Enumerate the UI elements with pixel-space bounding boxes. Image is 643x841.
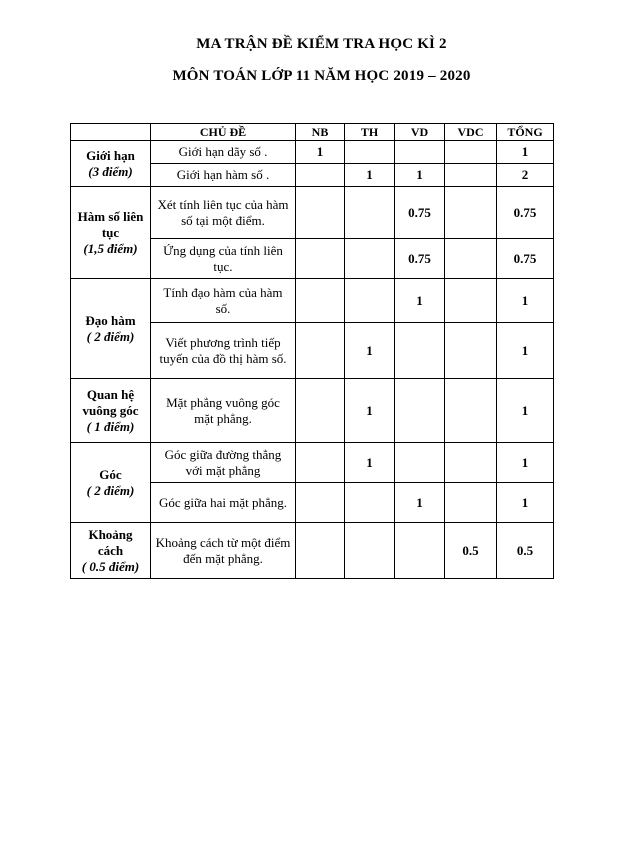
- header-vd: VD: [395, 124, 445, 141]
- vd-cell: 1: [395, 164, 445, 187]
- vd-cell: [395, 379, 445, 443]
- topic-cell: [71, 279, 151, 379]
- nb-cell: [296, 187, 345, 239]
- table-row: [71, 443, 554, 483]
- document-subtitle: MÔN TOÁN LỚP 11 NĂM HỌC 2019 – 2020: [172, 68, 471, 84]
- subject-cell: Ứng dụng của tính liên tục.: [151, 239, 296, 279]
- subject-cell: Mặt phẳng vuông góc mặt phẳng.: [151, 379, 296, 443]
- vd-cell: [395, 523, 445, 579]
- total-cell: 1: [497, 323, 554, 379]
- total-cell: 2: [497, 164, 554, 187]
- table-row: [71, 141, 554, 164]
- nb-cell: [296, 379, 345, 443]
- table-row: [71, 523, 554, 579]
- topic-cell: [71, 443, 151, 523]
- th-cell: 1: [345, 164, 395, 187]
- total-cell: 0.75: [497, 187, 554, 239]
- topic-cell: [71, 379, 151, 443]
- nb-cell: [296, 239, 345, 279]
- vdc-cell: [445, 483, 497, 523]
- document-title: MA TRẬN ĐỀ KIỂM TRA HỌC KÌ 2: [196, 36, 447, 52]
- total-cell: 1: [497, 141, 554, 164]
- topic-name: Khoảng cách: [88, 526, 133, 558]
- nb-cell: [296, 483, 345, 523]
- subject-cell: Góc giữa đường thẳng với mặt phẳng: [151, 443, 296, 483]
- th-cell: [345, 239, 395, 279]
- th-cell: 1: [345, 379, 395, 443]
- vd-cell: [395, 141, 445, 164]
- vdc-cell: [445, 279, 497, 323]
- topic-points: ( 2 điểm): [86, 482, 135, 498]
- subject-cell: Tính đạo hàm của hàm số.: [151, 279, 296, 323]
- th-cell: [345, 523, 395, 579]
- vd-cell: 0.75: [395, 239, 445, 279]
- th-cell: [345, 141, 395, 164]
- topic-name: Giới hạn: [86, 147, 135, 163]
- vdc-cell: [445, 379, 497, 443]
- table-row: [71, 379, 554, 443]
- vdc-cell: [445, 187, 497, 239]
- th-cell: 1: [345, 323, 395, 379]
- total-cell: 1: [497, 483, 554, 523]
- topic-cell: [71, 523, 151, 579]
- topic-points: (3 điểm): [88, 163, 133, 179]
- header-vdc: VDC: [445, 124, 497, 141]
- th-cell: [345, 279, 395, 323]
- total-cell: 0.5: [497, 523, 554, 579]
- vdc-cell: 0.5: [445, 523, 497, 579]
- topic-name: Đạo hàm: [85, 312, 136, 328]
- th-cell: [345, 187, 395, 239]
- th-cell: 1: [345, 443, 395, 483]
- nb-cell: [296, 164, 345, 187]
- total-cell: 1: [497, 279, 554, 323]
- topic-name: Quan hệ vuông góc: [82, 386, 139, 418]
- nb-cell: 1: [296, 141, 345, 164]
- nb-cell: [296, 279, 345, 323]
- table-header-row: [71, 124, 554, 141]
- vdc-cell: [445, 443, 497, 483]
- nb-cell: [296, 523, 345, 579]
- vdc-cell: [445, 164, 497, 187]
- subject-cell: Khoảng cách từ một điểm đến mặt phẳng.: [151, 523, 296, 579]
- table-row: [71, 279, 554, 323]
- vd-cell: [395, 323, 445, 379]
- topic-points: ( 2 điểm): [86, 328, 135, 344]
- subject-cell: Xét tính liên tục của hàm số tại một điểm.: [151, 187, 296, 239]
- total-cell: 0.75: [497, 239, 554, 279]
- vd-cell: 0.75: [395, 187, 445, 239]
- th-cell: [345, 483, 395, 523]
- total-cell: 1: [497, 443, 554, 483]
- vd-cell: [395, 443, 445, 483]
- topic-points: (1,5 điểm): [83, 240, 138, 256]
- subject-cell: Giới hạn dãy số .: [151, 141, 296, 164]
- vd-cell: 1: [395, 483, 445, 523]
- total-cell: 1: [497, 379, 554, 443]
- subject-cell: Viết phương trình tiếp tuyến của đồ thị hàm số.: [151, 323, 296, 379]
- header-th: TH: [345, 124, 395, 141]
- header-nb: NB: [296, 124, 345, 141]
- nb-cell: [296, 443, 345, 483]
- table-row: [71, 187, 554, 239]
- exam-matrix-table: [70, 123, 554, 579]
- subject-cell: Giới hạn hàm số .: [151, 164, 296, 187]
- vd-cell: 1: [395, 279, 445, 323]
- topic-name: Góc: [99, 466, 122, 482]
- vdc-cell: [445, 141, 497, 164]
- vdc-cell: [445, 323, 497, 379]
- topic-cell: [71, 187, 151, 279]
- topic-cell: [71, 141, 151, 187]
- topic-name: Hàm số liên tục: [77, 208, 144, 240]
- topic-points: ( 1 điểm): [86, 418, 135, 434]
- header-topic: [71, 124, 151, 141]
- nb-cell: [296, 323, 345, 379]
- topic-points: ( 0.5 điểm): [81, 558, 140, 574]
- vdc-cell: [445, 239, 497, 279]
- subject-cell: Góc giữa hai mặt phẳng.: [151, 483, 296, 523]
- header-subject: CHỦ ĐỀ: [151, 124, 296, 141]
- header-total: TỔNG: [497, 124, 554, 141]
